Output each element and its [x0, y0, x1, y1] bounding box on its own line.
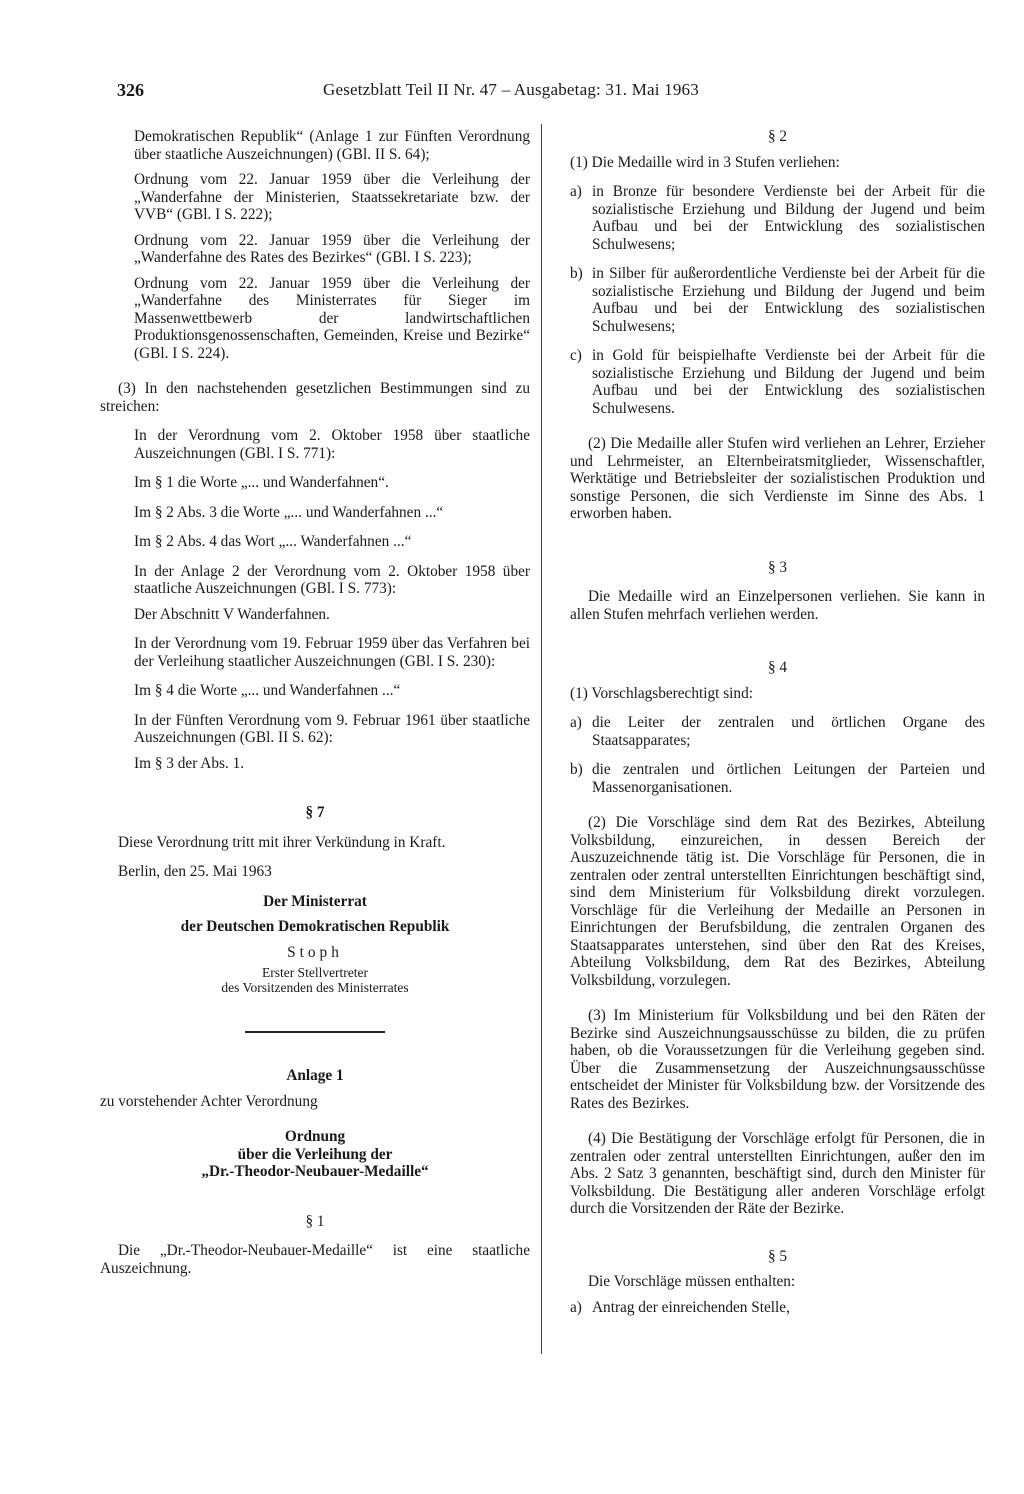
page-number: 326 [117, 80, 144, 100]
section-heading: § 3 [767, 558, 788, 576]
list-item [570, 347, 985, 417]
section-heading: § 7 [305, 804, 325, 821]
paragraph: Im § 4 die Worte „... und Wanderfahnen ...“ [134, 682, 401, 699]
running-title: Gesetzblatt Teil II Nr. 47 – Ausgabetag: 31. Mai 1963 [323, 80, 699, 99]
section-heading: § 4 [767, 659, 788, 676]
repeal-list [100, 128, 530, 362]
signer-role: des Vorsitzenden des Ministerrates [221, 980, 409, 995]
annex-subtitle: zu vorstehender Achter Verordnung [100, 1092, 318, 1110]
paragraph: (2) Die Medaille aller Stufen wird verliehen an Lehrer, Erzieher und Lehrmeister, an Elternbeiratsmitglieder, Wissenschaftler, Werktätige und Betriebsleiter der sozialistischen Produktion und sonstige Personen, die sich Verdienste im Sinne des Abs. 1 erworben haben. [570, 435, 985, 522]
list-item [570, 265, 985, 335]
right-column [570, 128, 985, 1316]
ordinance-title: „Dr.-Theodor-Neubauer-Medaille“ [201, 1163, 429, 1180]
paragraph: Demokratischen Republik“ (Anlage 1 zur Fünften Verordnung über staatliche Auszeichnungen) (GBl. II S. 64); [134, 128, 530, 163]
list-item [570, 714, 985, 749]
paragraph: In der Verordnung vom 2. Oktober 1958 über staatliche Auszeichnungen (GBl. I S. 771): [134, 427, 530, 462]
list-text: Antrag der einreichenden Stelle, [592, 1298, 790, 1316]
section-heading: § 2 [767, 128, 788, 145]
left-column [100, 128, 530, 1277]
date-line: Berlin, den 25. Mai 1963 [118, 863, 272, 880]
paragraph: Im § 1 die Worte „... und Wanderfahnen“. [134, 474, 389, 491]
paragraph: Die „Dr.-Theodor-Neubauer-Medaille“ ist eine staatliche Auszeichnung. [100, 1242, 530, 1277]
paragraph: (1) Vorschlagsberechtigt sind: [570, 684, 753, 702]
paragraph: Diese Verordnung tritt mit ihrer Verkündung in Kraft. [118, 833, 446, 851]
section-heading: § 5 [767, 1247, 788, 1265]
paragraph: Die Medaille wird an Einzelpersonen verliehen. Sie kann in allen Stufen mehrfach verliehen werden. [570, 588, 985, 623]
paragraph: Der Abschnitt V Wanderfahnen. [134, 605, 330, 623]
paragraph: Ordnung vom 22. Januar 1959 über die Verleihung der „Wanderfahne des Ministerrates für Sieger im Massenwettbewerb der landwirtschaftlichen Produktionsgenossenschaften, Gemeinden, Kreise und Bezirke“ (GBl. I S. 224). [134, 274, 530, 362]
paragraph: Ordnung vom 22. Januar 1959 über die Verleihung der „Wanderfahne der Ministerien, Staatssekretariate bzw. der VVB“ (GBl. I S. 222); [134, 171, 530, 223]
list-label: a) [570, 1298, 582, 1316]
signatory-org: der Deutschen Demokratischen Republik [180, 918, 450, 935]
list-text: in Silber für außerordentliche Verdienste bei der Arbeit für die sozialistische Erziehung und Bildung der Jugend und beim Aufbau und bei der Entwicklung des sozialistischen Schulwesens; [592, 265, 985, 335]
list-label: c) [570, 347, 582, 364]
list-item [570, 761, 985, 796]
paragraph: Im § 2 Abs. 3 die Worte „... und Wanderfahnen ...“ [134, 503, 444, 521]
signatory-org: Der Ministerrat [263, 892, 367, 910]
deletion-list [100, 427, 530, 772]
column-divider [541, 124, 542, 1354]
separator-rule [245, 1031, 385, 1033]
ordinance-title: über die Verleihung der [237, 1145, 393, 1163]
paragraph: Ordnung vom 22. Januar 1959 über die Verleihung der „Wanderfahne des Rates des Bezirkes“ (GBl. I S. 223); [134, 231, 530, 266]
paragraph: (2) Die Vorschläge sind dem Rat des Bezirkes, Abteilung Volksbildung, einzureichen, in dessen Bereich der Auszuzeichnende tätig ist. Die Vorschläge für Personen, die in zentralen oder zentral unterstellten Einrichtungen beschäftigt sind, sind dem Ministerium für Volksbildung direkt vorzulegen. Vorschläge für die Verleihung der Medaille an Personen in Einrichtungen der Berufsbildung, die zentralen Organen des Staatsapparates unterstehen, sind über den Rat des Kreises, Abteilung Volksbildung, dem Rat des Bezirkes, Abteilung Volksbildung, vorzulegen. [570, 814, 985, 989]
paragraph: (1) Die Medaille wird in 3 Stufen verliehen: [570, 153, 840, 171]
paragraph: Im § 2 Abs. 4 das Wort „... Wanderfahnen ...“ [134, 533, 412, 550]
paragraph: In der Verordnung vom 19. Februar 1959 über das Verfahren bei der Verleihung staatlicher Auszeichnungen (GBl. I S. 230): [134, 635, 530, 670]
paragraph: In der Fünften Verordnung vom 9. Februar 1961 über staatliche Auszeichnungen (GBl. II S. 62): [134, 711, 530, 746]
paragraph: In der Anlage 2 der Verordnung vom 2. Oktober 1958 über staatliche Auszeichnungen (GBl. I S. 773): [134, 562, 530, 597]
paragraph: (4) Die Bestätigung der Vorschläge erfolgt für Personen, die in zentralen oder zentral unterstellten Einrichtungen, außer den im Abs. 2 Satz 3 genannten, beschäftigt sind, durch den Minister für Volksbildung. Die Bestätigung aller anderen Vorschläge erfolgt durch die Vorsitzenden der Räte der Bezirke. [570, 1130, 985, 1217]
list-text: die zentralen und örtlichen Leitungen der Parteien und Massenorganisationen. [592, 761, 985, 796]
section-heading: § 1 [305, 1212, 325, 1230]
list-item [570, 1299, 985, 1317]
list-text: die Leiter der zentralen und örtlichen Organe des Staatsapparates; [592, 714, 985, 749]
ordinance-title: Ordnung [284, 1128, 346, 1145]
list-text: in Bronze für besondere Verdienste bei der Arbeit für die sozialistische Erziehung und Bildung der Jugend und beim Aufbau und bei der Entwicklung des sozialistischen Schulwesens; [592, 183, 985, 253]
list-label: a) [570, 714, 582, 731]
list-item [570, 183, 985, 253]
list-label: b) [570, 761, 583, 778]
list-text: in Gold für beispielhafte Verdienste bei der Arbeit für die sozialistische Erziehung und Bildung der Jugend und beim Aufbau und bei der Entwicklung des sozialistischen Schulwesens. [592, 347, 985, 417]
annex-heading: Anlage 1 [286, 1067, 344, 1084]
paragraph: (3) Im Ministerium für Volksbildung und bei den Räten der Bezirke sind Auszeichnungsausschüsse zu bilden, die zu prüfen haben, ob die Voraussetzungen für die Verleihung gegeben sind. Über die Zusammensetzung der Auszeichnungsausschüsse entscheidet der Minister für Volksbildung bzw. der Vorsitzende des Rates des Bezirkes. [570, 1007, 985, 1112]
paragraph: Die Vorschläge müssen enthalten: [588, 1273, 796, 1290]
page-header [117, 80, 987, 104]
paragraph: (3) In den nachstehenden gesetzlichen Bestimmungen sind zu streichen: [100, 380, 530, 415]
list-label: a) [570, 183, 582, 200]
list-label: b) [570, 265, 583, 282]
paragraph: Im § 3 der Abs. 1. [134, 754, 245, 772]
signer-role: Erster Stellvertreter [261, 965, 369, 980]
signer-name: Stoph [287, 943, 343, 961]
